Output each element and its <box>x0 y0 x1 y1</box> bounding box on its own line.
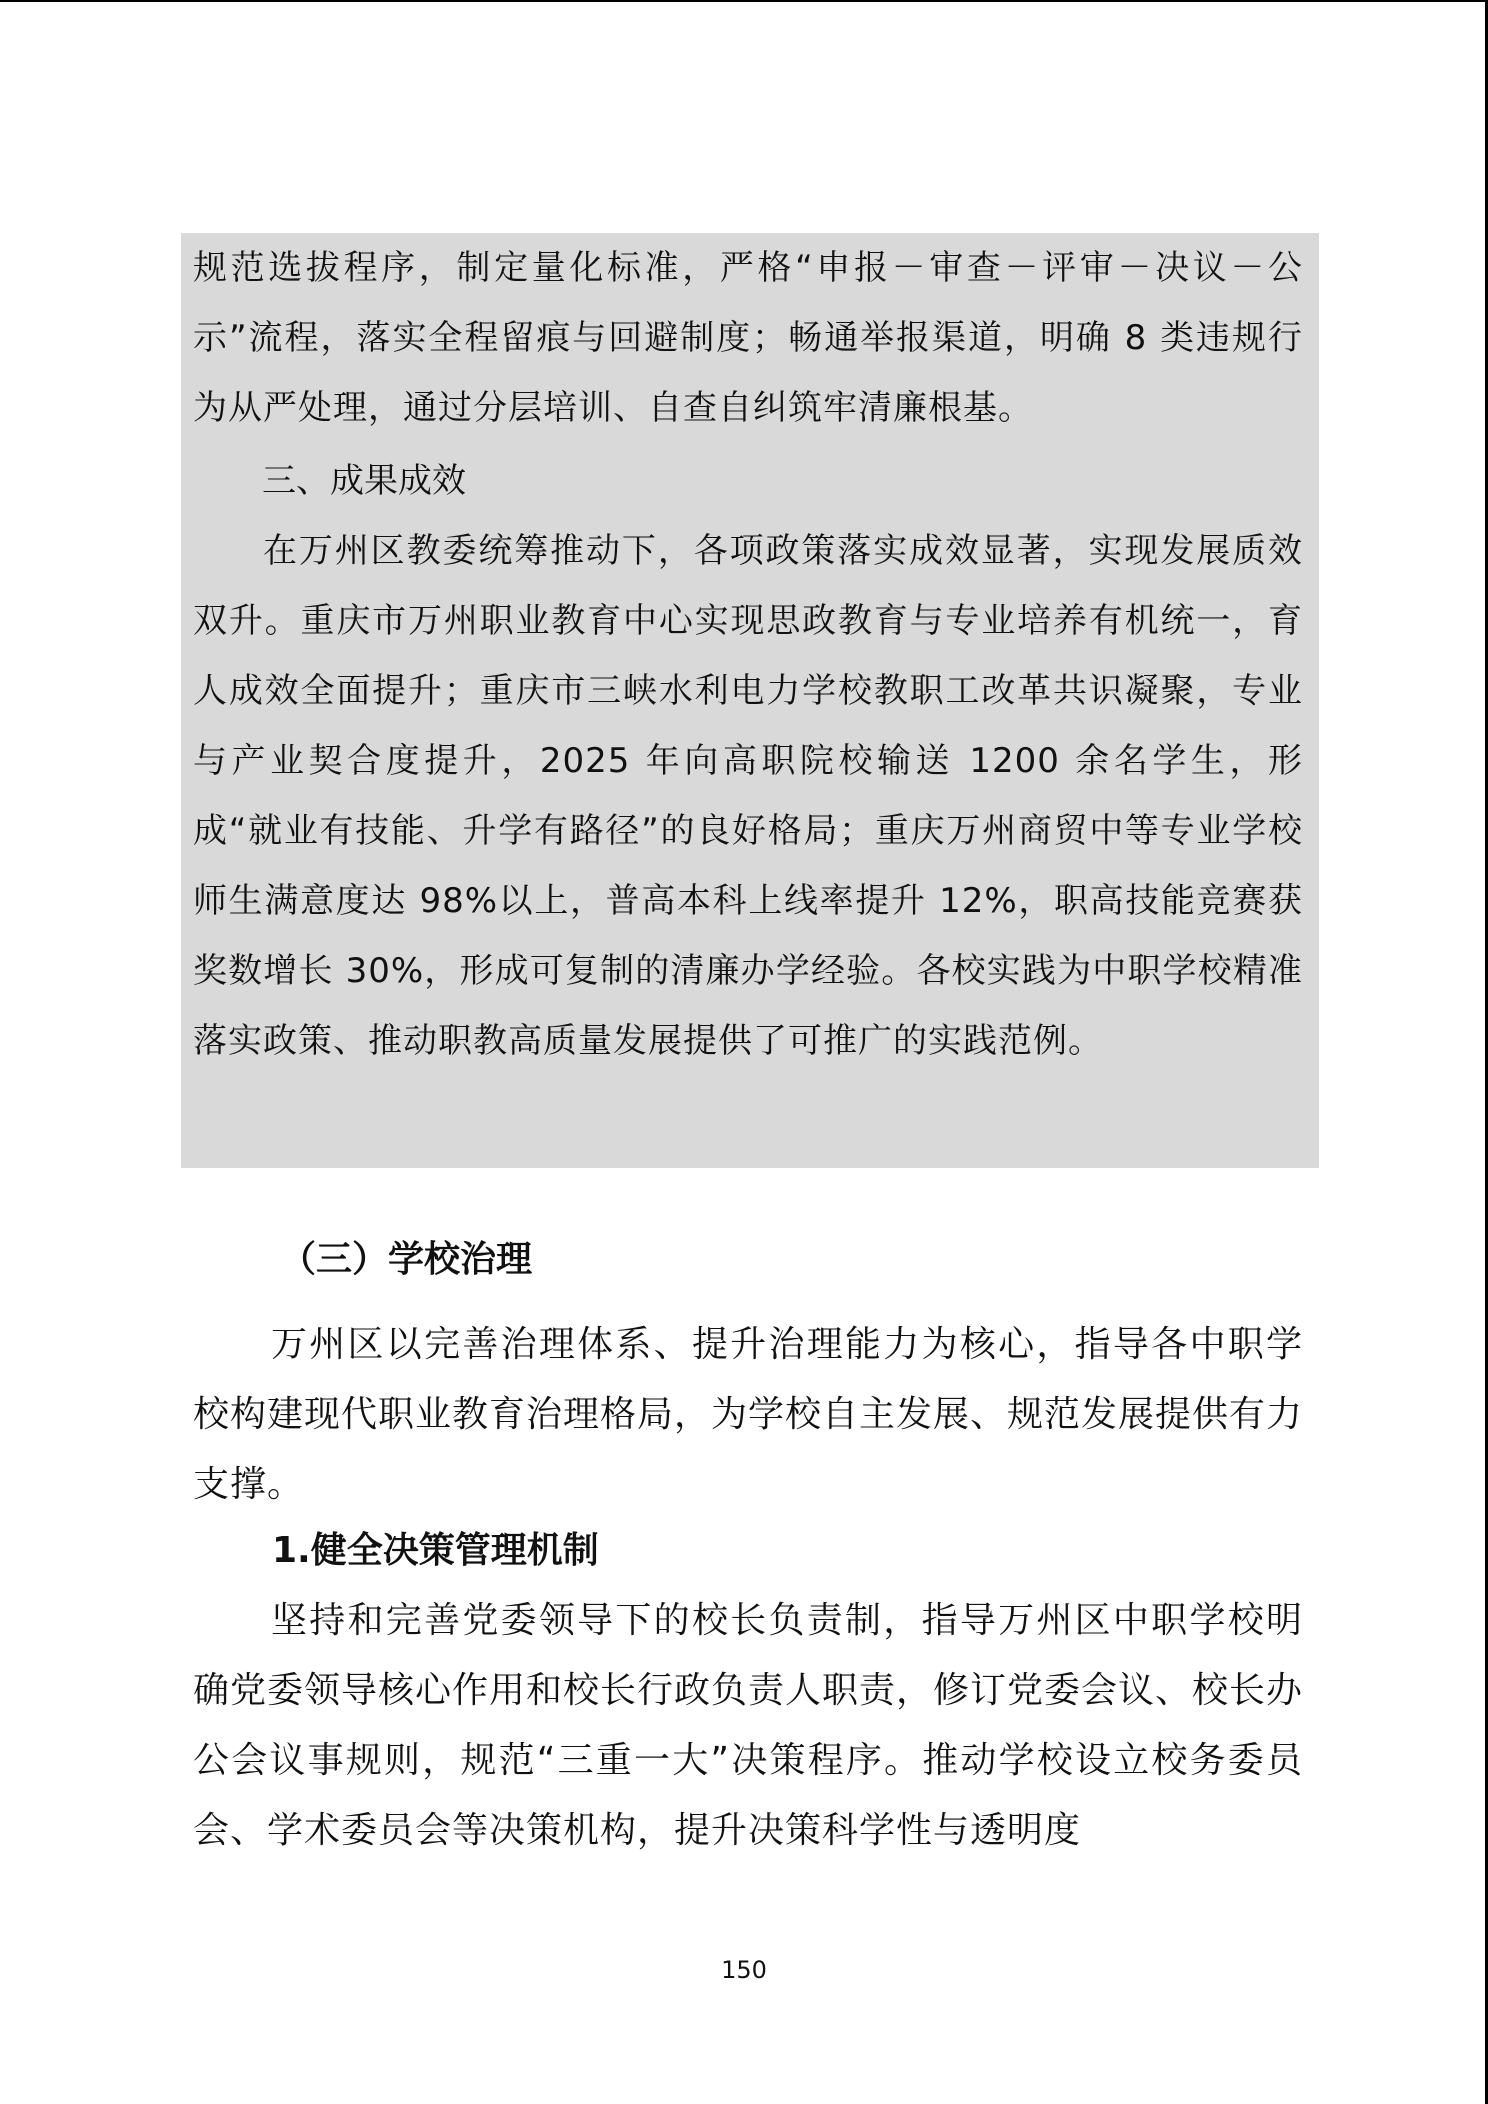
page-top-border <box>0 0 1488 2</box>
box-paragraph-2: 在万州区教委统筹推动下，各项政策落实成效显著，实现发展质效双升。重庆市万州职业教育中心实现思政教育与专业培养有机统一，育人成效全面提升；重庆市三峡水利电力学校教职工改革共识凝聚，专业与产业契合度提升，2025 年向高职院校输送 1200 余名学生，形成“就业有技能、升学有路径”的良好格局；重庆万州商贸中等专业学校师生满意度达 98%以上，普高本科上线率提升 12%，职高技能竞赛获奖数增长 30%，形成可复制的清廉办学经验。各校实践为中职学校精准落实政策、推动职教高质量发展提供了可推广的实践范例。 <box>193 531 1303 1061</box>
box-heading: 三、成果成效 <box>262 461 466 501</box>
section-body-paragraph: 坚持和完善党委领导下的校长负责制，指导万州区中职学校明确党委领导核心作用和校长行政负责人职责，修订党委会议、校长办公会议事规则，规范“三重一大”决策程序。推动学校设立校务委员会、学术委员会等决策机构，提升决策科学性与透明度 <box>193 1600 1304 1851</box>
box-paragraph-1: 规范选拔程序，制定量化标准，严格“申报－审查－评审－决议－公示”流程，落实全程留痕与回避制度；畅通举报渠道，明确 8 类违规行为从严处理，通过分层培训、自查自纠筑牢清廉根基。 <box>193 248 1303 428</box>
section-intro-paragraph: 万州区以完善治理体系、提升治理能力为核心，指导各中职学校构建现代职业教育治理格局，为学校自主发展、规范发展提供有力支撑。 <box>193 1324 1304 1505</box>
page-number: 150 <box>721 1956 767 1984</box>
section-heading: （三）学校治理 <box>280 1239 533 1280</box>
subsection-heading: 1.健全决策管理机制 <box>272 1530 599 1571</box>
